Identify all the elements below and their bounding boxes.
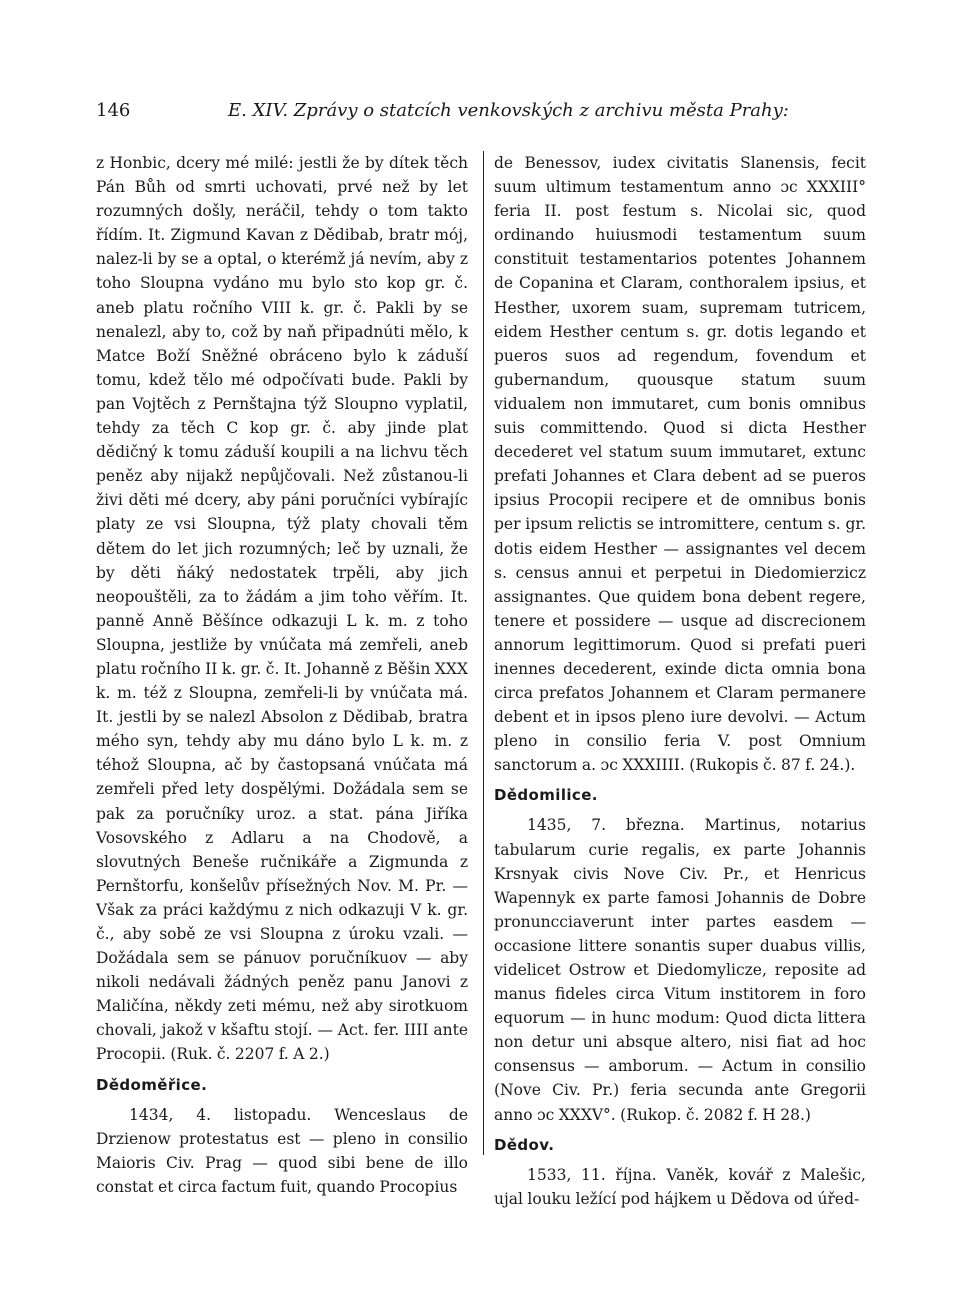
running-title: E. XIV. Zprávy o statcích venkovských z archivu města Prahy: <box>228 100 789 121</box>
right-column <box>494 151 866 1211</box>
page-number: 146 <box>96 100 131 121</box>
section-heading-dedomilice: Dědomilice. <box>494 786 598 805</box>
section-heading-dedov: Dědov. <box>494 1135 555 1154</box>
left-paragraph-2: 1434, 4. listopadu. Wenceslaus de Drzienow protestatus est — pleno in consilio Maioris Civ. Prag — quod sibi bene de illo constat et circa factum fuit, quando Procopius <box>96 1105 468 1196</box>
section-heading-dedomerice: Dědoměřice. <box>96 1075 208 1094</box>
right-paragraph-3: 1533, 11. října. Vaněk, kovář z Malešic, ujal louku ležící pod hájkem u Dědova od úřed- <box>494 1165 866 1208</box>
right-paragraph-1: de Benessov, iudex civitatis Slanensis, fecit suum ultimum testamentum anno ɔc XXXIII° feria II. post festum s. Nicolai sic, quod ordinando huiusmodi testamentum suum constituit testamentarios potentes Johannem de Copanina et Claram, conthoralem ipsius, et Hesther, uxorem suam, supremam tutricem, eidem Hesther centum s. gr. dotis legando et pueros suos ad regendum, fovendum et gubernandum, quousque statum suum vidualem non immutaret, cum bonis omnibus suis committendo. Quod si dicta Hesther decederet vel statum suum immutaret, extunc prefati Johannes et Clara debent ad se pueros ipsius Procopii recipere et de omnibus bonis per ipsum relictis se intromittere, centum s. gr. dotis eidem Hesther — assignantes vel decem s. census annui et perpetui in Diedomierzicz assignantes. Que quidem bona debent regere, tenere et possidere — usque ad discrecionem annorum legittimorum. Quod si prefati pueri inennes decederent, exinde dicta omnia bona circa prefatos Johannem et Claram permanere debent et in ipsos pleno iure devolvi. — Actum pleno in consilio feria V. post Omnium sanctorum a. ɔc XXXIIII. (Rukopis č. 87 f. 24.). <box>494 154 866 775</box>
page-header <box>96 100 866 130</box>
left-column <box>96 151 468 1199</box>
left-paragraph-1: z Honbic, dcery mé milé: jestli že by dítek těch Pán Bůh od smrti uchovati, prvé než by let rozumných došly, neráčil, tehdy o tom takto řídím. It. Zigmund Kavan z Dědibab, bratr mój, nalez-li by se a optal, o kterémž já nevím, aby z toho Sloupna vydáno mu bylo sto kop gr. č. aneb platu ročního VIII k. gr. č. Pakli by se nenalezl, aby to, což by naň připadnúti mělo, k Matce Boží Sněžné obráceno bylo k záduší tomu, kdež tělo mé odpočívati bude. Pakli by pan Vojtěch z Pernštajna týž Sloupno vyplatil, tehdy za těch C kop gr. č. aby jinde plat dědičný k tomu záduší koupili a na lichvu těch peněz aby nijakž nepůjčovali. Než zůstanou-li živi děti mé dcery, aby páni poručníci vybírajíc platy ze vsi Sloupna, týž platy chovali těm dětem do let jich rozumných; leč by uznali, že by děti ňáký nedostatek trpěli, aby jich neopouštěli, za to žádám a jim toho věřím. It. panně Anně Běšínce odkazuji L k. m. z toho Sloupna, jestliže by vnúčata má zemřeli, aneb platu ročního II k. gr. č. It. Johanně z Běšin XXX k. m. též z Sloupna, zemřeli-li by vnúčata má. It. jestli by se nalezl Absolon z Dědibab, bratra mého syn, tehdy aby mu dáno bylo L k. m. z téhož Sloupna, ač by častopsaná vnúčata má zemřeli před lety dospělými. Dožádala sem se pak za poručníky uroz. a stat. pána Jiříka Vosovského z Adlaru a na Chodově, a slovutných Beneše ručnikáře a Zigmunda z Pernštorfu, konšelův přísežných Nov. M. Pr. — Však za práci každýmu z nich odkazuji V k. gr. č., aby sobě ze vsi Sloupna z úroku vzali. — Dožádala sem se pánuov poručníkuov — aby nikoli nedávali žádných peněz panu Janovi z Maličína, někdy zeti mému, než aby sirotkuom chovali, jakož v kšaftu stojí. — Act. fer. IIII ante Procopii. (Ruk. č. 2207 f. A 2.) <box>96 154 468 1064</box>
column-divider <box>483 151 484 1155</box>
right-paragraph-2: 1435, 7. března. Martinus, notarius tabularum curie regalis, ex parte Johannis Krsnyak civis Nove Civ. Pr., et Henricus Wapennyk ex parte famosi Johannis de Dobre pronuncciaverunt inter partes easdem — occasione littere sonantis super duabus villis, videlicet Ostrow et Diedomylicze, reposite ad manus fideles circa Vitum institorem in foro equorum — in hunc modum: Quod dicta littera non detur uni absque altero, nisi fiat ad hoc consensus — amborum. — Actum in consilio (Nove Civ. Pr.) feria secunda ante Gregorii anno ɔc XXXV°. (Rukop. č. 2082 f. H 28.) <box>494 816 866 1124</box>
